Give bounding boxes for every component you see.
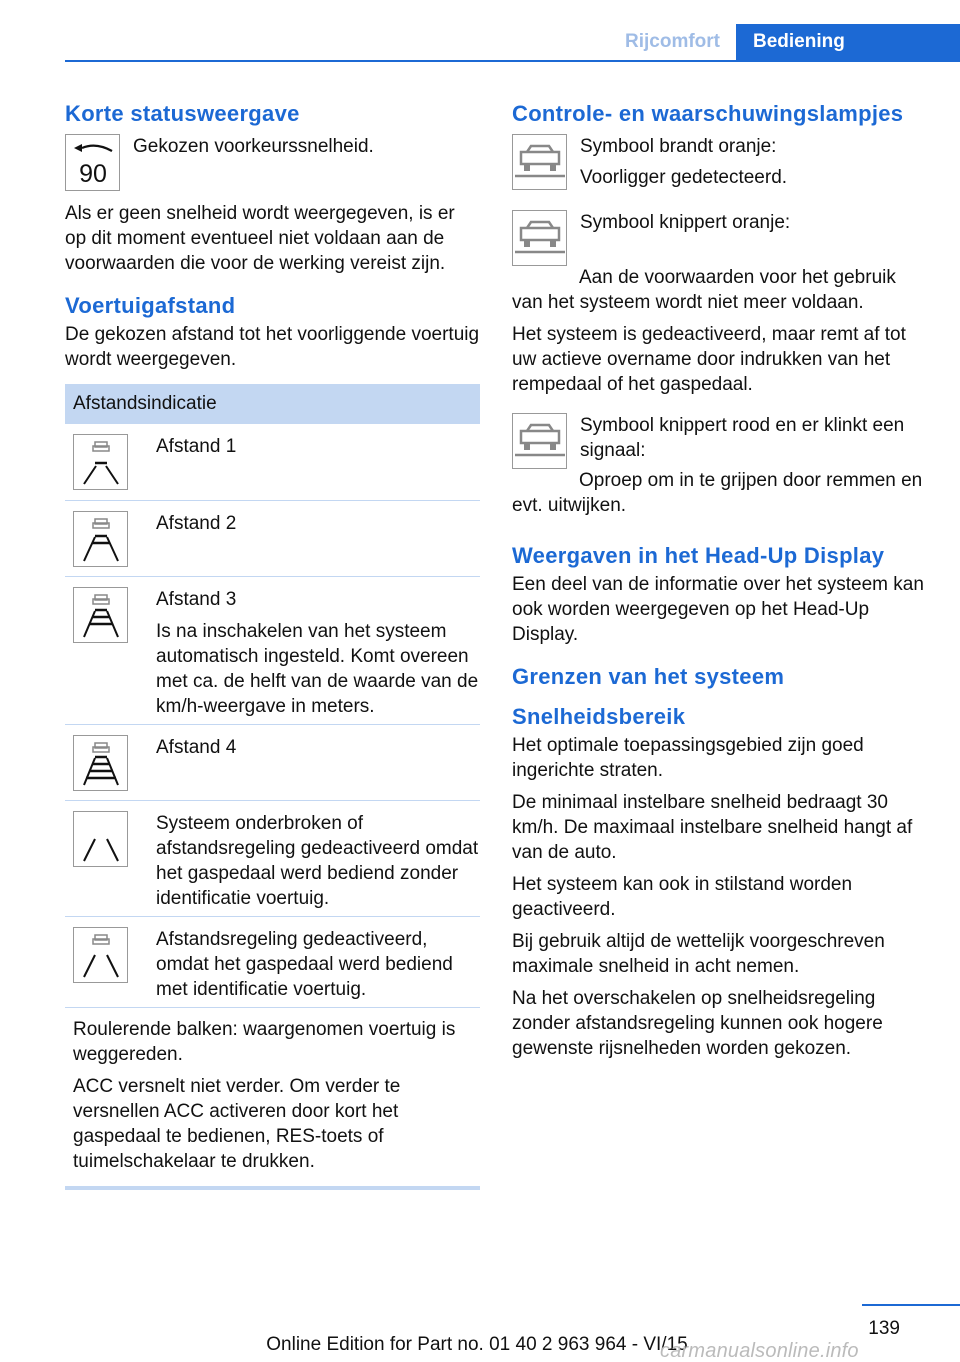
table-footer-note: Roulerende balken: waargenomen voertuig is weggereden. — [73, 1019, 456, 1065]
table-row — [65, 917, 480, 1008]
speed-icon-value: 90 — [78, 159, 107, 188]
speed-status-row — [65, 134, 480, 191]
header-section-label: Rijcomfort — [625, 31, 720, 52]
lamp3-state: Symbool knippert rood en er klinkt een signaal: — [580, 415, 905, 461]
speed-range-text: Het optimale toepassingsgebied zijn goed ingerichte straten. — [512, 735, 864, 781]
distance-2-icon — [73, 511, 128, 567]
table-cell: Afstand 3 — [156, 589, 237, 610]
hud-text: Een deel van de informatie over het systeem kan ook worden weergegeven op het Head-Up Display. — [512, 574, 924, 645]
edition-text: Online Edition for Part no. 01 40 2 963 964 - VI/15 — [266, 1334, 688, 1355]
car-ahead-lamp-icon — [512, 210, 567, 266]
speed-range-text: De minimaal instelbare snelheid bedraagt 30 km/h. De maximaal instelbare snelheid hangt af van de auto. — [512, 792, 913, 863]
footer-rule — [862, 1304, 960, 1306]
speed-range-text: Bij gebruik altijd de wettelijk voorgeschreven maximale snelheid in acht nemen. — [512, 931, 885, 977]
table-cell: Afstand 2 — [156, 513, 237, 534]
distance-table — [65, 384, 480, 1190]
table-row — [65, 424, 480, 501]
lamp2-note: Het systeem is gedeactiveerd, maar remt af tot uw actieve overname door indrukken van het rempedaal of het gaspedaal. — [512, 324, 906, 395]
table-cell: Systeem onderbroken of afstandsregeling gedeactiveerd omdat het gaspedaal werd bediend zonder identificatie voertuig. — [156, 813, 479, 909]
lamp-row — [512, 134, 930, 196]
heading-speed-range: Snelheidsbereik — [512, 704, 686, 729]
table-row — [65, 725, 480, 801]
table-cell: Afstand 1 — [156, 436, 237, 457]
speed-note: Als er geen snelheid wordt weergegeven, is er op dit moment eventueel niet voldaan aan de voorwaarden die voor de werking vereist zijn. — [65, 203, 455, 274]
table-header: Afstandsindicatie — [65, 384, 480, 424]
distance-text: De gekozen afstand tot het voorliggende voertuig wordt weergegeven. — [65, 324, 480, 370]
header-chapter-tab: Bediening — [736, 24, 960, 62]
distance-1-icon — [73, 434, 128, 490]
left-column — [65, 100, 480, 1190]
table-row — [65, 801, 480, 917]
table-cell: Afstand 4 — [156, 737, 237, 758]
distance-4-icon — [73, 735, 128, 791]
watermark: carmanualsonline.info — [660, 1340, 859, 1362]
system-interrupted-icon — [73, 811, 128, 867]
lamp3-meaning: Oproep om in te grijpen door remmen en evt. uitwijken. — [512, 470, 923, 516]
lamp-row — [512, 210, 930, 266]
car-ahead-lamp-icon — [512, 134, 567, 190]
heading-status-display: Korte statusweergave — [65, 101, 300, 126]
table-footer — [65, 1008, 480, 1186]
table-row — [65, 577, 480, 725]
heading-vehicle-distance: Voertuigafstand — [65, 293, 236, 318]
lamp2-state: Symbool knippert oranje: — [580, 212, 791, 233]
right-column — [512, 100, 930, 1068]
table-cell: Afstandsregeling gedeactiveerd, omdat het gaspedaal werd bediend met identificatie voertuig. — [156, 929, 453, 1000]
heading-system-limits: Grenzen van het systeem — [512, 664, 785, 689]
lamp1-state: Symbool brandt oranje: — [580, 136, 777, 157]
speed-text: Gekozen voorkeurssnelheid. — [133, 136, 374, 157]
page-header — [0, 0, 960, 62]
lamp1-meaning: Voorligger gedetecteerd. — [580, 167, 788, 188]
distance-3-icon — [73, 587, 128, 643]
header-rule — [65, 60, 960, 62]
car-ahead-lamp-icon — [512, 413, 567, 469]
speed-icon — [65, 134, 120, 191]
heading-head-up-display: Weergaven in het Head-Up Display — [512, 543, 885, 568]
lamp2-meaning: Aan de voorwaarden voor het gebruik van het systeem wordt niet meer voldaan. — [512, 267, 896, 313]
lamp-row — [512, 413, 930, 469]
speed-range-text: Het systeem kan ook in stilstand worden geactiveerd. — [512, 874, 853, 920]
table-bottom-rule — [65, 1186, 480, 1190]
table-footer-note: ACC versnelt niet verder. Om verder te versnellen ACC activeren door kort het gaspedaal te bedienen, RES-toets of tuimelschakelaar te drukken. — [73, 1076, 401, 1172]
speed-range-text: Na het overschakelen op snelheidsregeling zonder afstandsregeling kunnen ook hogere gewenste rijsnelheden worden gekozen. — [512, 988, 883, 1059]
page-number: 139 — [868, 1318, 900, 1339]
table-cell: Is na inschakelen van het systeem automatisch ingesteld. Komt overeen met ca. de helft van de waarde van de km/h-weergave in meters. — [156, 621, 479, 717]
heading-warning-lamps: Controle- en waarschuwingslampjes — [512, 101, 904, 126]
table-row — [65, 501, 480, 577]
distance-control-deactivated-icon — [73, 927, 128, 983]
